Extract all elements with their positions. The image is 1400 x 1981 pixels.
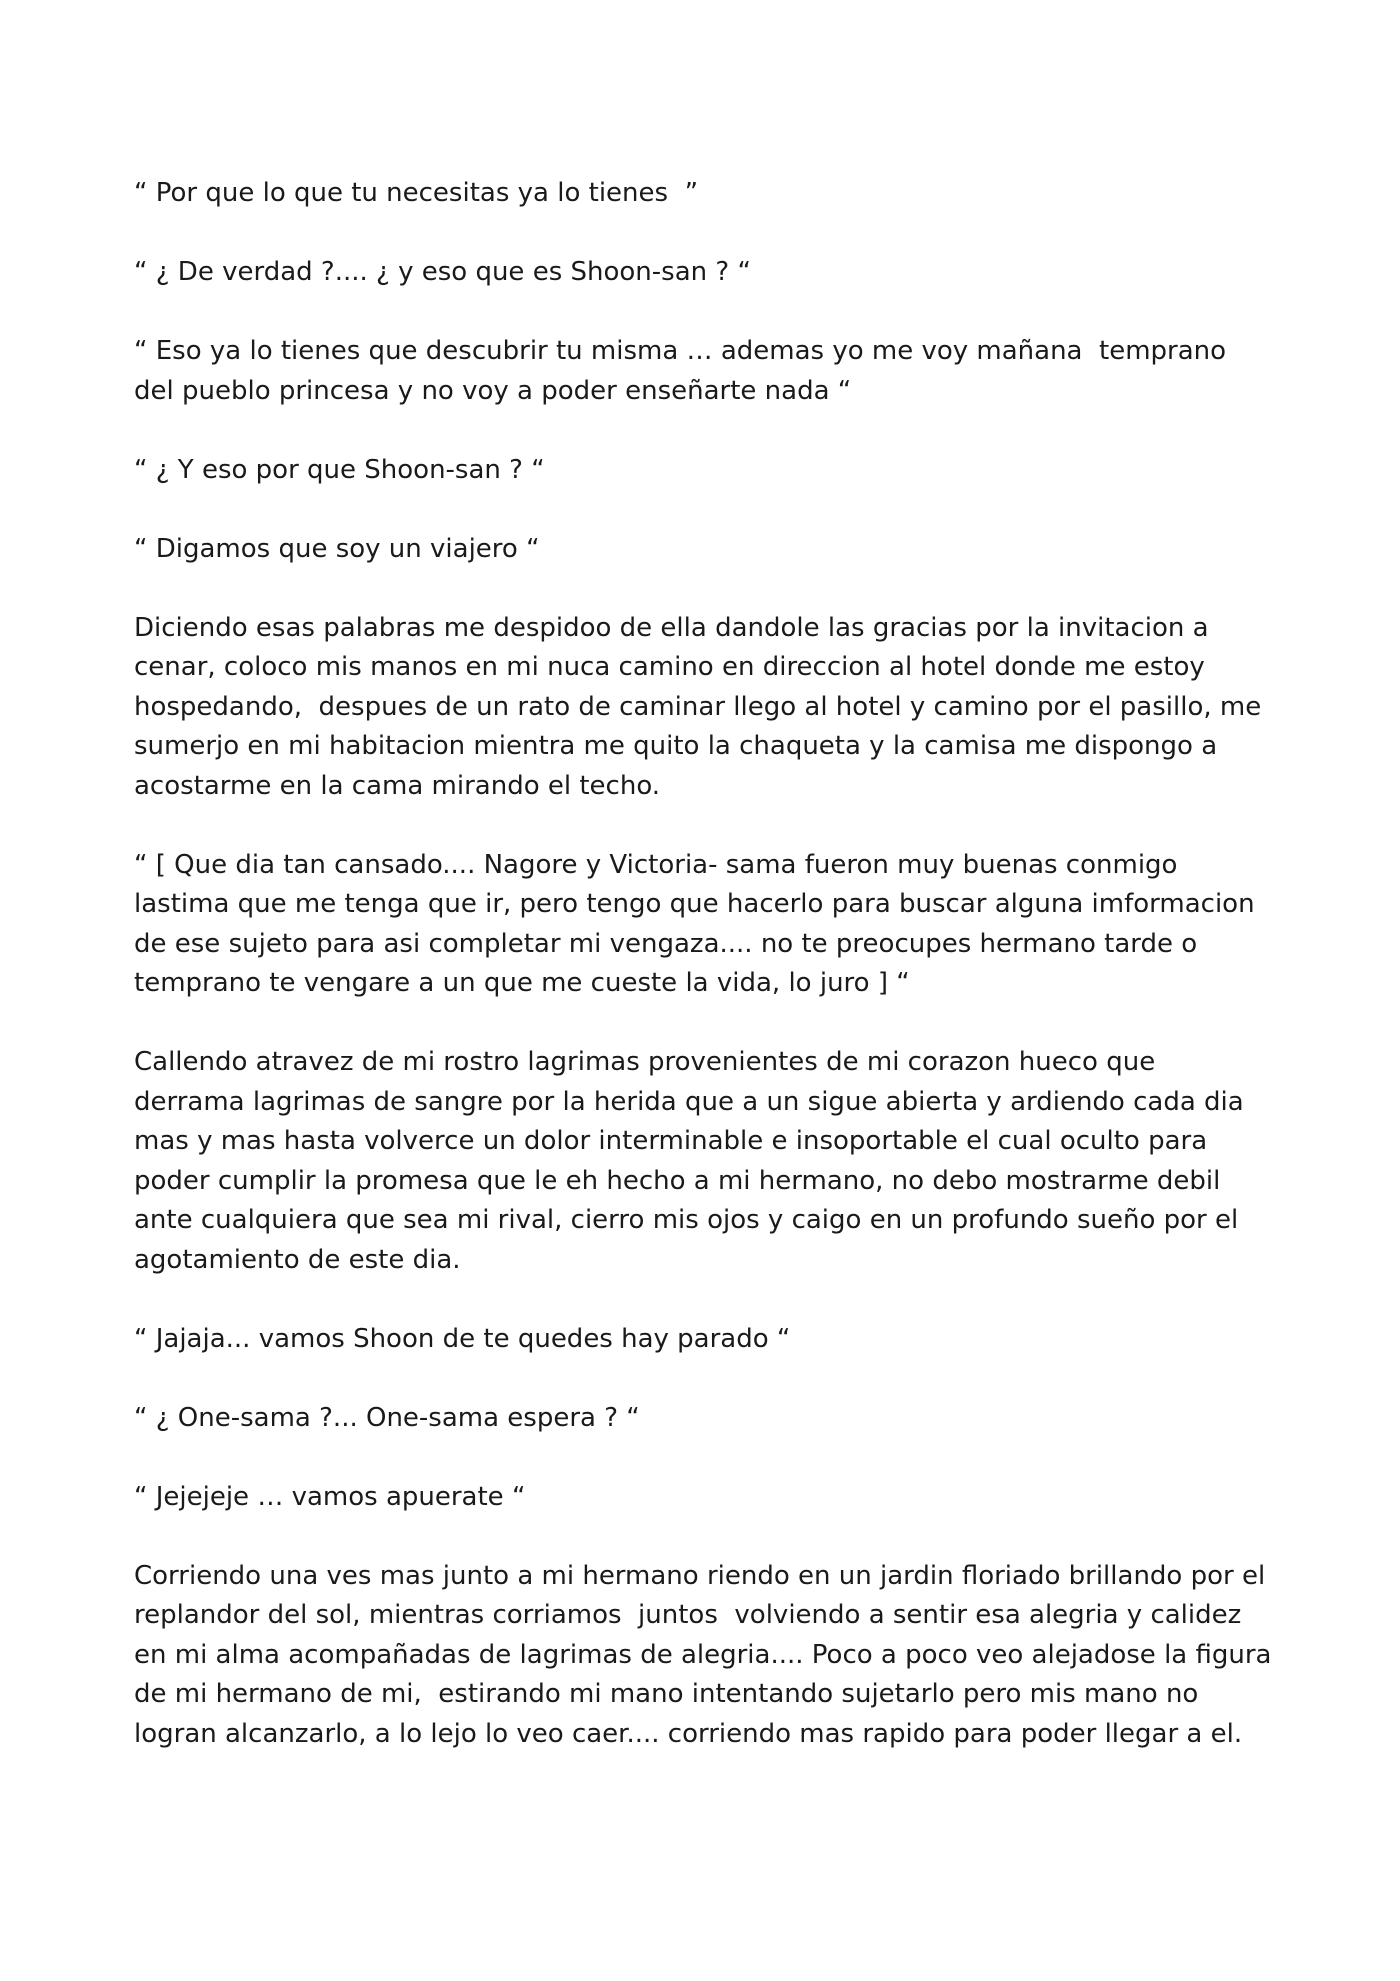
dialogue-line: “ Por que lo que tu necesitas ya lo tienes ” — [134, 178, 699, 208]
narrative-paragraph: Diciendo esas palabras me despidoo de ella dandole las gracias por la invitacion a cenar, coloco mis manos en mi nuca camino en direccion al hotel donde me estoy hospedando, despues de un rato de caminar llego al hotel y camino por el pasillo, me sumerjo en mi habitacion mientra me quito la chaqueta y la camisa me dispongo a acostarme en la cama mirando el techo. — [134, 612, 1270, 801]
dialogue-line: “ Eso ya lo tienes que descubrir tu misma … ademas yo me voy mañana temprano del pueblo princesa y no voy a poder enseñarte nada “ — [134, 336, 1235, 406]
dialogue-line: “ Jajaja... vamos Shoon de te quedes hay parado “ — [134, 1323, 791, 1354]
dialogue-line: “ Digamos que soy un viajero “ — [134, 533, 540, 564]
dialogue-line: “ Jejejeje … vamos apuerate “ — [134, 1481, 526, 1512]
narrative-paragraph: Corriendo una ves mas junto a mi hermano riendo en un jardin floriado brillando por el replandor del sol, mientras corriamos juntos volviendo a sentir esa alegria y calidez en mi alma acompañadas de lagrimas de alegria.... Poco a poco veo alejadose la figura de mi hermano de mi, estirando mi mano intentando sujetarlo pero mis mano no logran alcanzarlo, a lo lejo lo veo caer.... corriendo mas rapido para poder llegar a el. — [134, 1560, 1280, 1749]
dialogue-line: “ ¿ De verdad ?.... ¿ y eso que es Shoon-san ? “ — [134, 257, 751, 287]
document-body — [134, 174, 1280, 1794]
thought-paragraph: “ [ Que dia tan cansado.... Nagore y Victoria- sama fueron muy buenas conmigo lastima que me tenga que ir, pero tengo que hacerlo para buscar alguna imformacion de ese sujeto para asi completar mi vengaza.... no te preocupes hermano tarde o temprano te vengare a un que me cueste la vida, lo juro ] “ — [134, 849, 1263, 998]
dialogue-line: “ ¿ One-sama ?... One-sama espera ? “ — [134, 1402, 640, 1433]
dialogue-line: “ ¿ Y eso por que Shoon-san ? “ — [134, 454, 545, 485]
narrative-paragraph: Callendo atravez de mi rostro lagrimas provenientes de mi corazon hueco que derrama lagrimas de sangre por la herida que a un sigue abierta y ardiendo cada dia mas y mas hasta volverce un dolor interminable e insoportable el cual oculto para poder cumplir la promesa que le eh hecho a mi hermano, no debo mostrarme debil ante cualquiera que sea mi rival, cierro mis ojos y caigo en un profundo sueño por el agotamiento de este dia. — [134, 1047, 1252, 1275]
